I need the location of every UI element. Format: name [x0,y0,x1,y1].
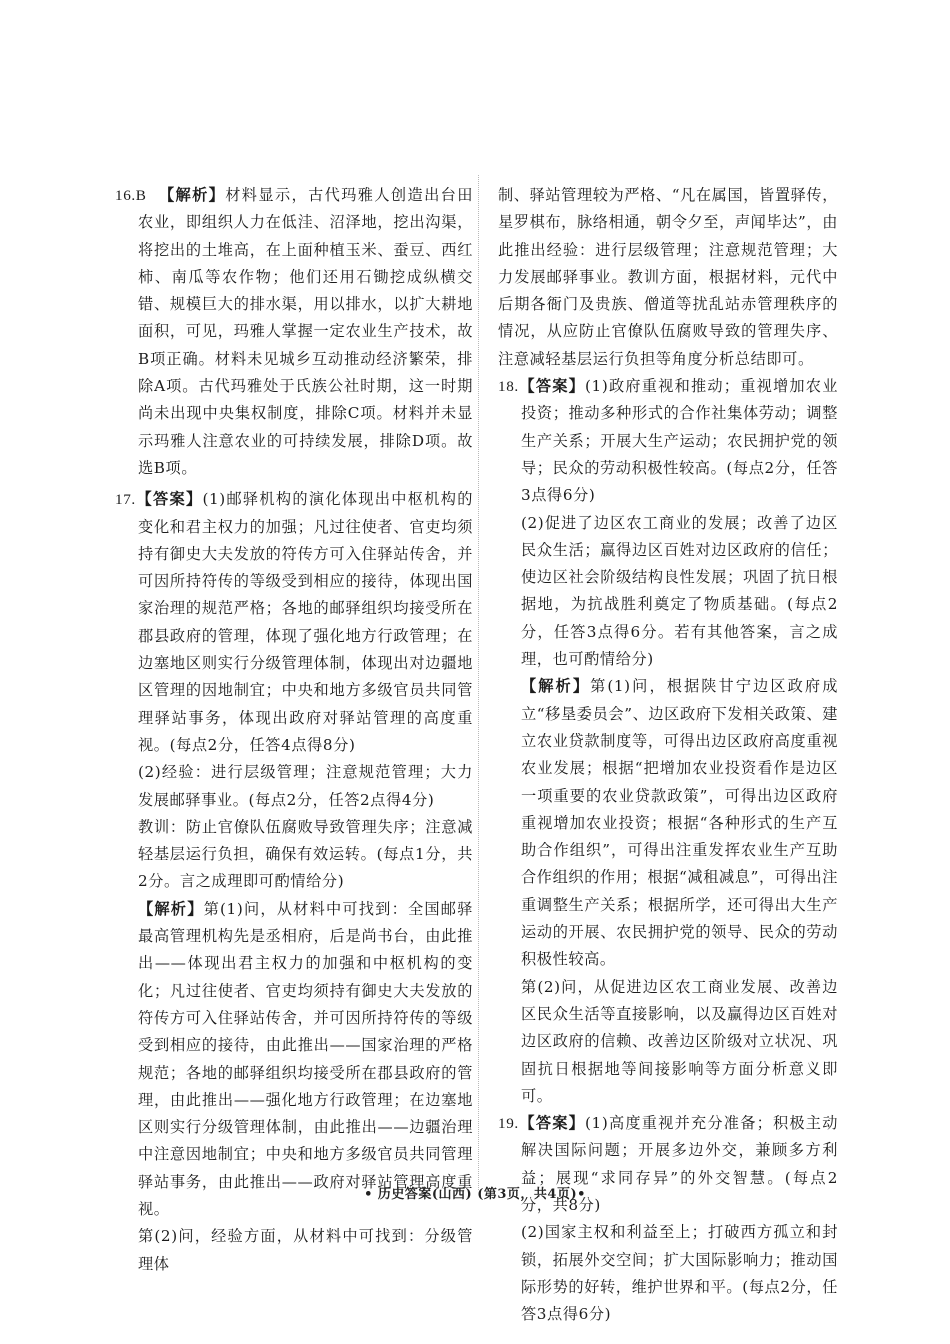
page-footer: • 历史答案(山西) (第3页，共4页)• [364,1187,586,1202]
answer-part-1: (1)高度重视并充分准备；积极主动解决国际问题；开展多边外交，兼顾多方利益；展现“求同存异”的外交智慧。(每点2分，共8分) [521,1114,838,1214]
question-17-analysis-continued: 制、驿站管理较为严格、“凡在属国，皆置驿传，星罗棋布，脉络相通，朝令夕至，声闻毕达”，由此推出经验：进行层级管理；注意规范管理；大力发展邮驿事业。教训方面，根据材料，元代中后期各衙门及贵族、僧道等扰乱站赤管理秩序的情况，从应防止官僚队伍腐败导致的管理失序、注意减轻基层运行负担等角度分析总结即可。 [498,186,838,368]
question-18-analysis [498,673,838,973]
question-19 [498,1110,838,1219]
question-17-answer-part-2-lesson: 教训：防止官僚队伍腐败导致管理失序；注意减轻基层运行负担，确保有效运转。(每点1分，共2分。言之成理即可酌情给分) [138,817,473,891]
analysis-tag: 【解析】 [521,677,591,696]
question-17-analysis-part-2: 第(2)问，经验方面，从材料中可找到：分级管理体 [138,1227,473,1273]
answer-choice: B [135,187,147,204]
question-18-answer-part-2: (2)促进了边区农工商业的发展；改善了边区民众生活；赢得边区百姓对边区政府的信任；使边区社会阶级结构良性发展；巩固了抗日根据地，为抗战胜利奠定了物质基础。(每点2分，任答3点得6分。若有其他答案，言之成理，也可酌情给分) [521,513,838,669]
answer-tag: 【答案】 [518,1114,586,1133]
answer-part-1: (1)政府重视和推动；重视增加农业投资；推动多种形式的合作社集体劳动；调整生产关系；开展大生产运动；农民拥护党的领导；民众的劳动积极性较高。(每点2分，任答3点得6分) [521,377,838,505]
analysis-tag: 【解析】 [138,899,204,918]
question-number: 19. [498,1115,519,1133]
analysis-text: 材料显示，古代玛雅人创造出台田农业，即组织人力在低洼、沼泽地，挖出沟渠，将挖出的土堆高，在上面种植玉米、蚕豆、西红柿、南瓜等农作物；他们还用石锄挖成纵横交错、规模巨大的排水渠，用以排水，以扩大耕地面积，可见，玛雅人掌握一定农业生产技术，故B项正确。材料未见城乡互动推动经济繁荣，排除A项。古代玛雅处于氏族公社时期，这一时期尚未出现中央集权制度，排除C项。材料并未显示玛雅人注意农业的可持续发展，排除D项。故选B项。 [138,186,473,477]
analysis-tag: 【解析】 [158,186,226,204]
answer-part-1: (1)邮驿机构的演化体现出中枢机构的变化和君主权力的加强；凡过往使者、官吏均须持有御史大夫发放的符传方可入住驿站传舍，并可因所持符传的等级受到相应的接待，体现出国家治理的规范严格；各地的邮驿组织均接受所在郡县政府的管理，体现了强化地方行政管理；在边塞地区则实行分级管理体制，体现出对边疆地区管理的因地制宜；中央和地方多级官员共同管理驿站事务，体现出政府对驿站管理的高度重视。(每点2分，任答4点得8分) [138,490,473,754]
right-column [498,182,838,1328]
question-17 [115,486,473,759]
question-17-analysis [115,896,473,1224]
question-18-analysis-part-2: 第(2)问，从促进边区农工商业发展、改善边区民众生活等直接影响，以及赢得边区百姓对边区政府的信赖、改善边区阶级对立状况、巩固抗日根据地等间接影响等方面分析意义即可。 [521,977,838,1105]
left-column [115,182,473,1278]
question-18 [498,373,838,509]
answer-tag: 【答案】 [518,377,586,396]
question-number: 16. [115,187,136,204]
question-16 [115,182,473,482]
question-number: 17. [115,491,136,509]
question-17-answer-part-2-experience: (2)经验：进行层级管理；注意规范管理；大力发展邮驿事业。(每点2分，任答2点得4分) [138,763,473,809]
analysis-part-1: 第(1)问，从材料中可找到：全国邮驿最高管理机构先是丞相府，后是尚书台，由此推出——体现出君主权力的加强和中枢机构的变化；凡过往使者、官吏均须持有御史大夫发放的符传方可入住驿站传舍，并可因所持符传的等级受到相应的接待，由此推出——国家治理的严格规范；各地的邮驿组织均接受所在郡县政府的管理，由此推出——强化地方行政管理；在边塞地区则实行分级管理体制，由此推出——边疆治理中注意因地制宜；中央和地方多级官员共同管理驿站事务，由此推出——政府对驿站管理高度重视。 [138,899,473,1218]
question-number: 18. [498,378,519,396]
question-19-answer-part-2: (2)国家主权和利益至上；打破西方孤立和封锁，拓展外交空间；扩大国际影响力；推动国际形势的好转，维护世界和平。(每点2分，任答3点得6分) [521,1223,838,1324]
analysis-part-1: 第(1)问，根据陕甘宁边区政府成立“移垦委员会”、边区政府下发相关政策、建立农业贷款制度等，可得出边区政府高度重视农业发展；根据“把增加农业投资看作是边区一项重要的农业贷款政策”，可得出边区政府重视增加农业投资；根据“各种形式的生产互助合作组织”，可得出注重发挥农业生产互助合作组织的作用；根据“减租减息”，可得出注重调整生产关系；根据所学，还可得出大生产运动的开展、农民拥护党的领导、民众的劳动积极性较高。 [521,677,838,969]
column-divider [478,175,479,1190]
answer-tag: 【答案】 [135,490,203,509]
